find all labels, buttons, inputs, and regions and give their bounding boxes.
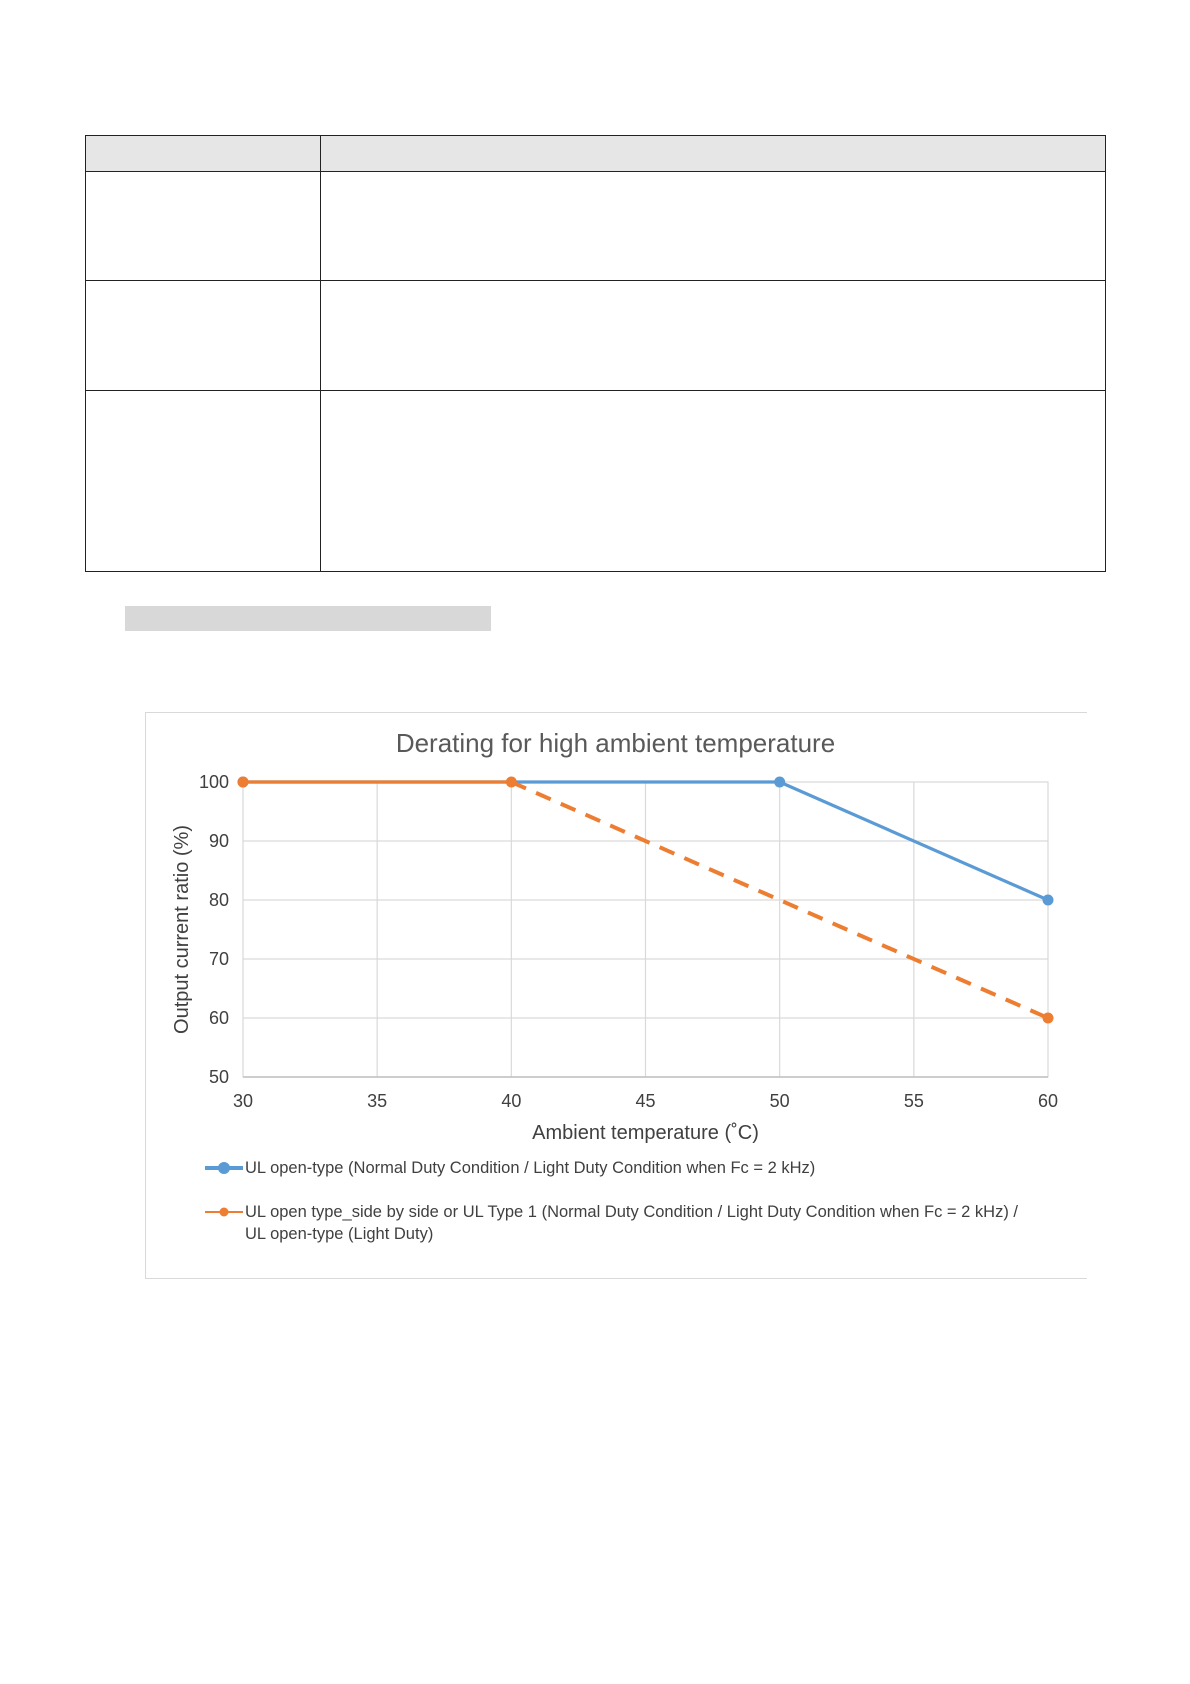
legend-entry-text: UL open-type (Normal Duty Condition / Light Duty Condition when Fc = 2 kHz) xyxy=(245,1159,816,1177)
x-tick-label: 55 xyxy=(903,1091,924,1111)
y-tick-label: 80 xyxy=(208,890,229,910)
legend-entry-text: UL open-type (Light Duty) xyxy=(245,1225,434,1243)
x-tick-label: 30 xyxy=(232,1091,254,1111)
series-2-point xyxy=(1043,1013,1054,1024)
series-1-point xyxy=(1043,895,1054,906)
y-tick-label: 50 xyxy=(208,1067,229,1087)
y-axis-label: Output current ratio (%) xyxy=(171,825,193,1034)
chart-tick-labels xyxy=(199,772,1058,1111)
y-tick-label: 100 xyxy=(198,772,229,792)
series-1-point xyxy=(774,777,785,788)
chart-title: Derating for high ambient temperature xyxy=(395,728,836,758)
chart-grid xyxy=(243,782,1048,1077)
series-2-point xyxy=(506,777,517,788)
x-tick-label: 35 xyxy=(367,1091,388,1111)
series-2-point xyxy=(238,777,249,788)
y-tick-label: 90 xyxy=(208,831,229,851)
legend-swatch-marker xyxy=(218,1162,230,1174)
chart-legend xyxy=(205,1159,1018,1243)
x-tick-label: 40 xyxy=(501,1091,522,1111)
y-tick-label: 60 xyxy=(208,1008,229,1028)
x-tick-label: 45 xyxy=(635,1091,656,1111)
x-axis-label: Ambient temperature (˚C) xyxy=(532,1122,759,1144)
legend-entry-text: UL open type_side by side or UL Type 1 (Normal Duty Condition / Light Duty Condition when Fc = 2 kHz) / xyxy=(245,1203,1018,1221)
y-tick-label: 70 xyxy=(208,949,229,969)
legend-swatch-marker xyxy=(220,1208,229,1217)
x-tick-label: 50 xyxy=(769,1091,790,1111)
x-tick-label: 60 xyxy=(1037,1091,1059,1111)
